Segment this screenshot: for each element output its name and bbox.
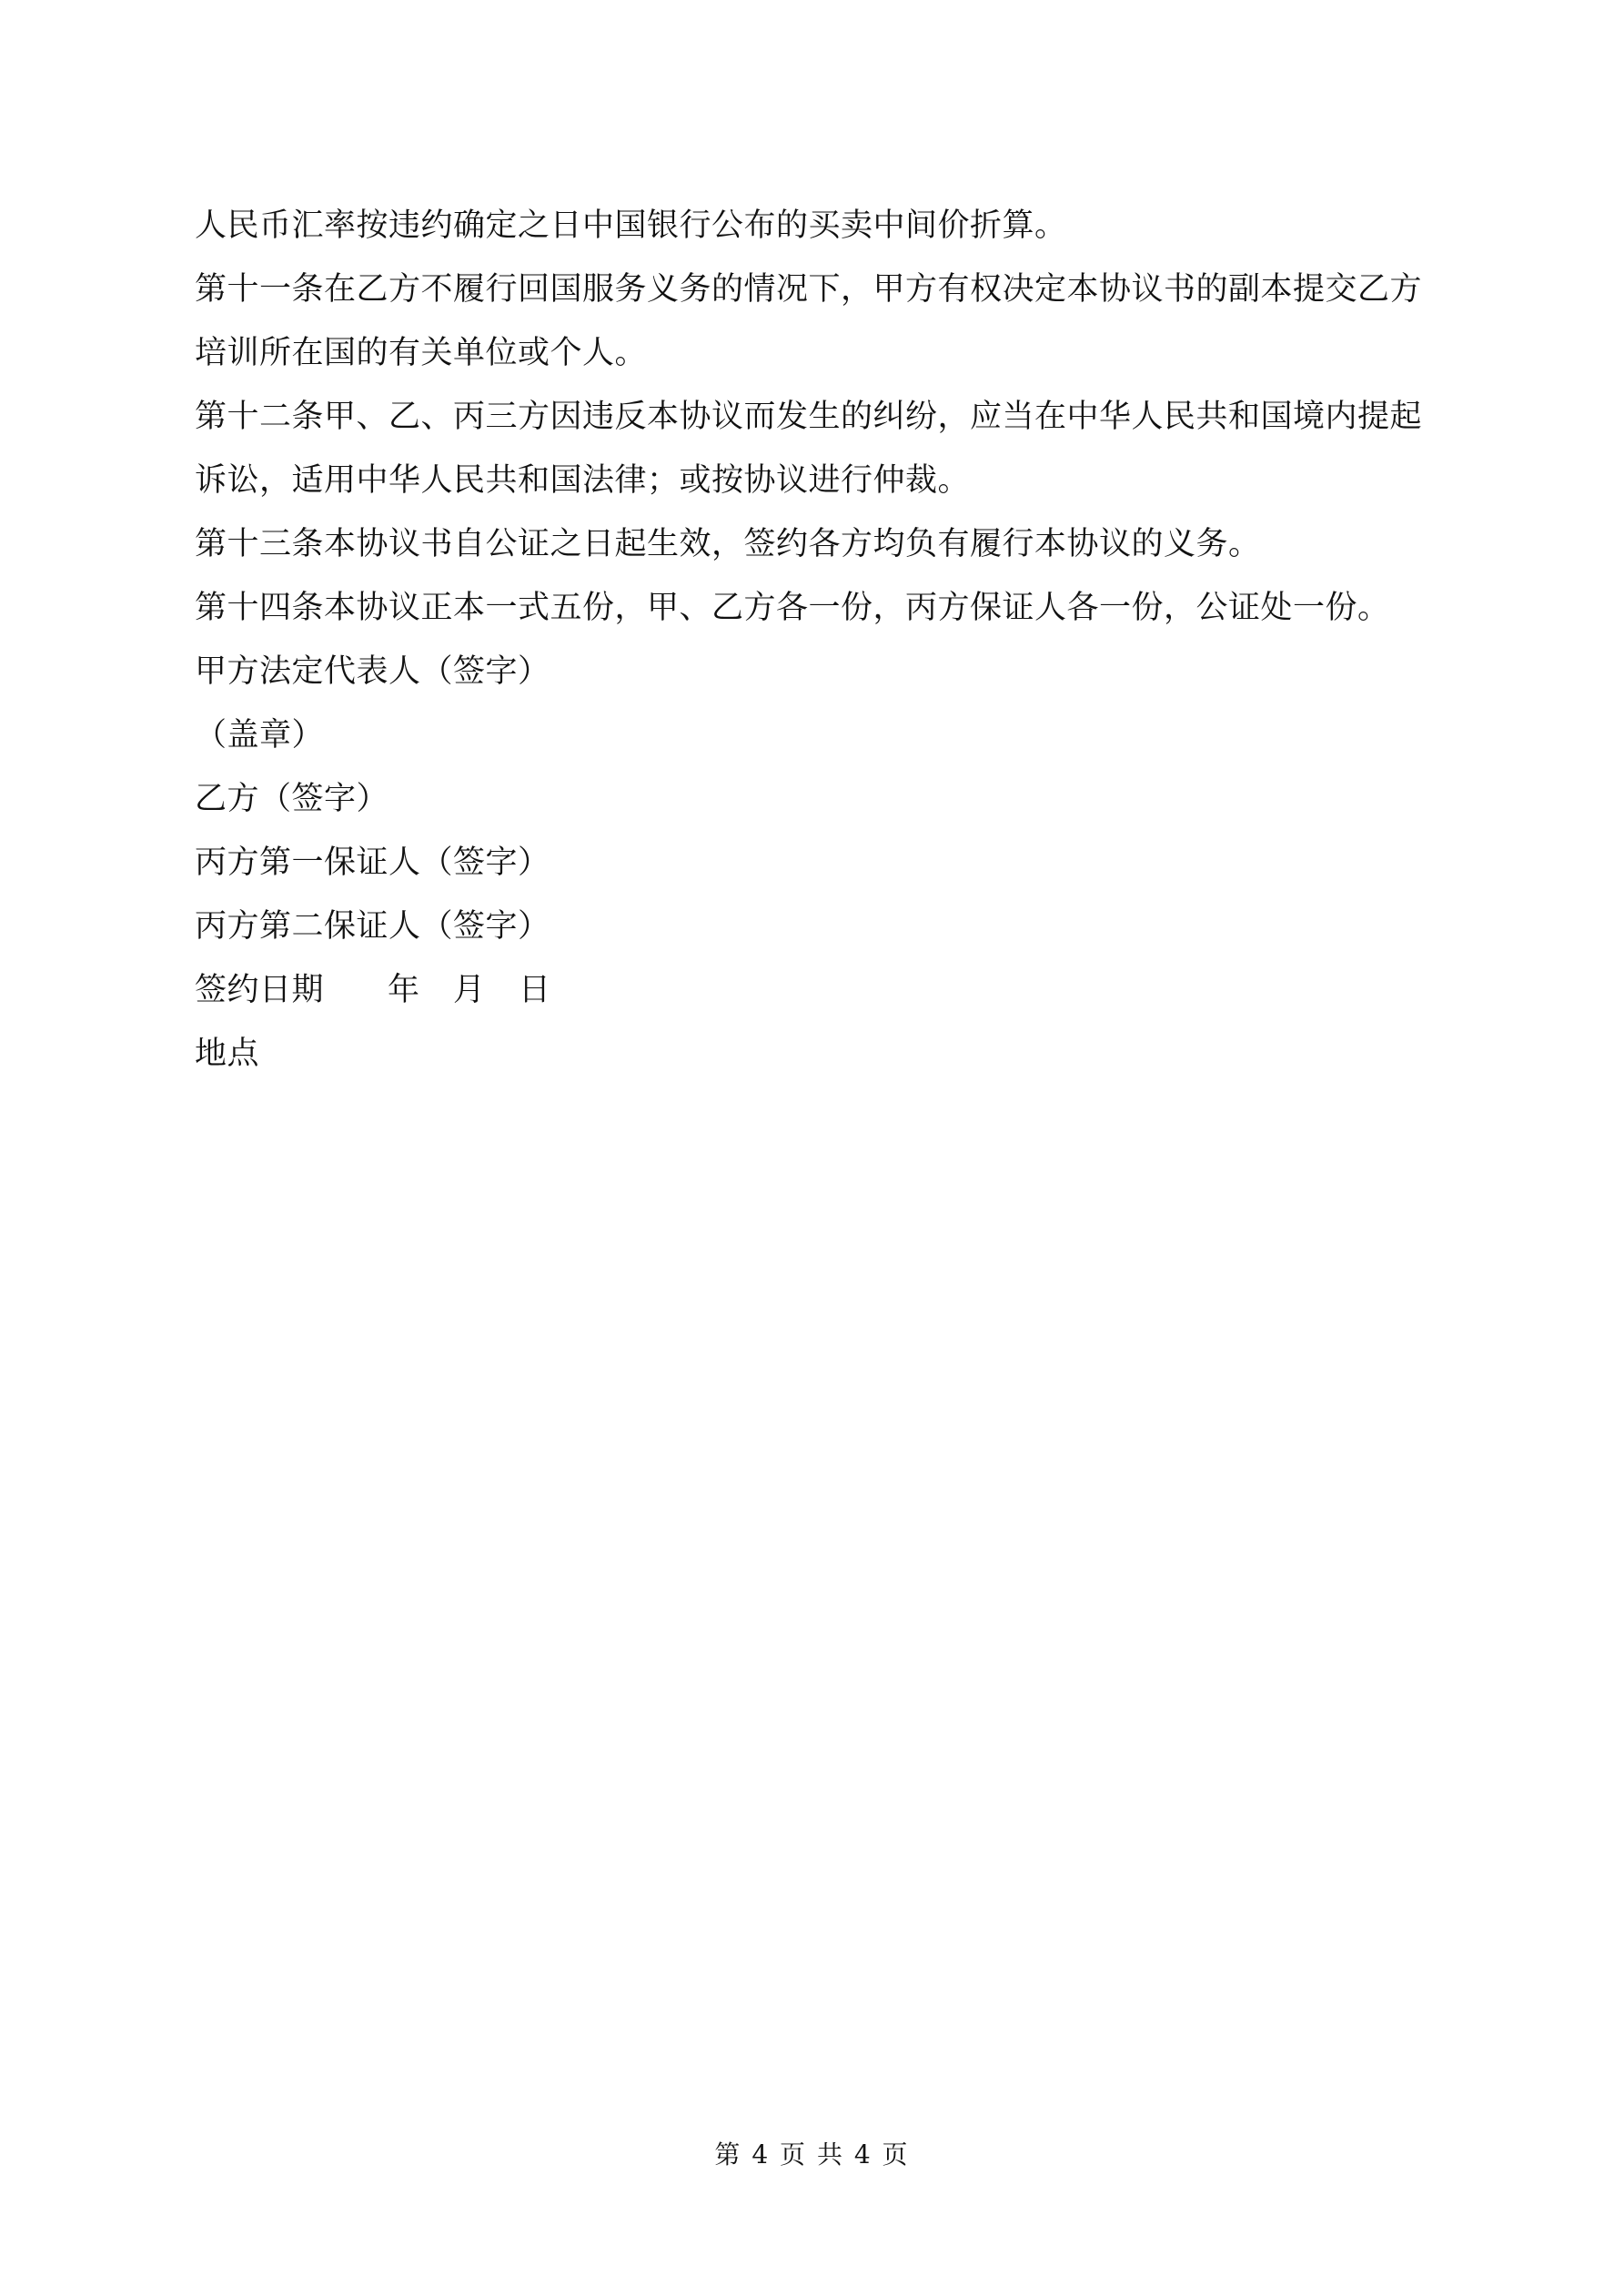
signature-party-b: 乙方（签字） bbox=[195, 781, 389, 817]
article-13: 第十三条本协议书自公证之日起生效，签约各方均负有履行本协议的义务。 bbox=[195, 526, 1261, 562]
article-11-line-2: 培训所在国的有关单位或个人。 bbox=[195, 335, 648, 371]
signing-date-month: 月 bbox=[453, 972, 486, 1008]
signature-seal: （盖章） bbox=[195, 717, 325, 754]
page-indicator: 第 4 页 共 4 页 bbox=[714, 2139, 910, 2170]
signature-party-a-representative: 甲方法定代表人（签字） bbox=[195, 653, 550, 690]
signature-first-guarantor: 丙方第一保证人（签字） bbox=[195, 845, 550, 881]
signing-location-label: 地点 bbox=[195, 1036, 260, 1072]
document-body bbox=[195, 194, 1455, 1086]
article-14: 第十四条本协议正本一式五份，甲、乙方各一份，丙方保证人各一份，公证处一份。 bbox=[195, 590, 1390, 626]
signing-date-year: 年 bbox=[388, 972, 420, 1008]
article-11-line-1: 第十一条在乙方不履行回国服务义务的情况下，甲方有权决定本协议书的副本提交乙方 bbox=[195, 271, 1423, 308]
signature-second-guarantor: 丙方第二保证人（签字） bbox=[195, 908, 550, 945]
signing-date-label: 签约日期 bbox=[195, 972, 325, 1008]
signing-date-row bbox=[195, 958, 1455, 1022]
article-12-line-1: 第十二条甲、乙、丙三方因违反本协议而发生的纠纷，应当在中华人民共和国境内提起 bbox=[195, 399, 1423, 435]
paragraph-exchange-rate: 人民币汇率按违约确定之日中国银行公布的买卖中间价折算。 bbox=[195, 207, 1067, 244]
article-12-line-2: 诉讼，适用中华人民共和国法律；或按协议进行仲裁。 bbox=[195, 462, 971, 499]
signing-date-day: 日 bbox=[519, 972, 551, 1008]
page-footer bbox=[0, 2137, 1624, 2173]
